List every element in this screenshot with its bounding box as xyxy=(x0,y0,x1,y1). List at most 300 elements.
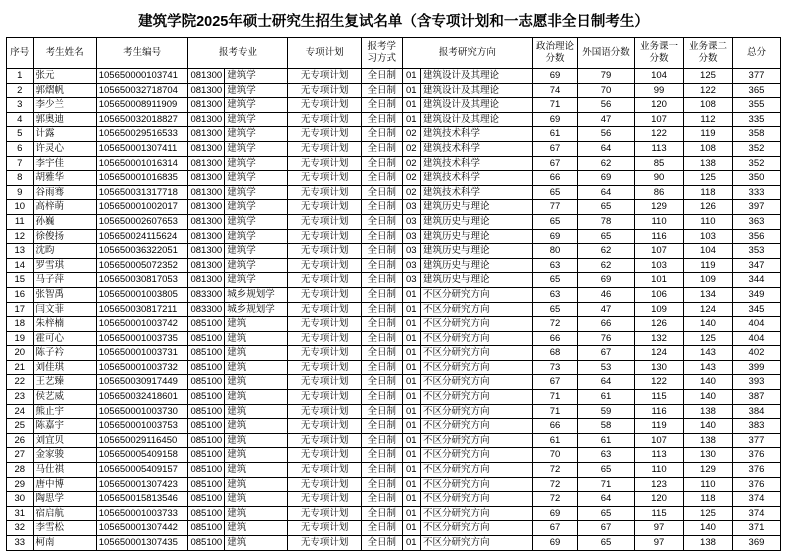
table-row xyxy=(7,433,781,448)
cell-major-name: 建筑 xyxy=(225,419,288,434)
cell-total-score: 402 xyxy=(732,346,780,361)
cell-subject2-score: 134 xyxy=(684,287,733,302)
cell-special-plan: 无专项计划 xyxy=(288,69,361,84)
cell-direction-name: 建筑设计及其理论 xyxy=(420,83,532,98)
cell-direction-code: 01 xyxy=(402,506,420,521)
table-row xyxy=(7,390,781,405)
page-title: 建筑学院2025年硕士研究生招生复试名单（含专项计划和一志愿非全日制考生） xyxy=(138,14,649,30)
cell-major-code: 085100 xyxy=(188,375,225,390)
cell-index: 25 xyxy=(7,419,34,434)
cell-candidate-id: 105650000103741 xyxy=(96,69,188,84)
cell-index: 11 xyxy=(7,214,34,229)
cell-direction-name: 不区分研究方向 xyxy=(420,463,532,478)
cell-major-name: 建筑 xyxy=(225,463,288,478)
cell-study-mode: 全日制 xyxy=(361,477,402,492)
cell-candidate-id: 105650031317718 xyxy=(96,185,188,200)
column-header-total-score: 总分 xyxy=(732,38,780,69)
cell-subject1-score: 130 xyxy=(635,360,684,375)
cell-direction-name: 不区分研究方向 xyxy=(420,492,532,507)
cell-foreign-language-score: 66 xyxy=(577,317,634,332)
cell-subject2-score: 118 xyxy=(684,185,733,200)
cell-study-mode: 全日制 xyxy=(361,433,402,448)
cell-special-plan: 无专项计划 xyxy=(288,506,361,521)
cell-politics-score: 72 xyxy=(533,317,578,332)
cell-major-code: 085100 xyxy=(188,404,225,419)
table-row xyxy=(7,506,781,521)
cell-special-plan: 无专项计划 xyxy=(288,390,361,405)
cell-politics-score: 63 xyxy=(533,287,578,302)
cell-study-mode: 全日制 xyxy=(361,448,402,463)
cell-major-code: 085100 xyxy=(188,506,225,521)
cell-candidate-id: 105650005409158 xyxy=(96,448,188,463)
table-row xyxy=(7,214,781,229)
cell-politics-score: 74 xyxy=(533,83,578,98)
cell-total-score: 387 xyxy=(732,390,780,405)
cell-total-score: 374 xyxy=(732,506,780,521)
cell-politics-score: 71 xyxy=(533,404,578,419)
cell-direction-name: 不区分研究方向 xyxy=(420,477,532,492)
cell-foreign-language-score: 65 xyxy=(577,536,634,551)
cell-study-mode: 全日制 xyxy=(361,331,402,346)
cell-subject2-score: 143 xyxy=(684,346,733,361)
cell-politics-score: 72 xyxy=(533,492,578,507)
cell-index: 7 xyxy=(7,156,34,171)
cell-subject1-score: 103 xyxy=(635,258,684,273)
cell-subject2-score: 122 xyxy=(684,83,733,98)
cell-special-plan: 无专项计划 xyxy=(288,244,361,259)
cell-politics-score: 63 xyxy=(533,258,578,273)
cell-subject1-score: 107 xyxy=(635,244,684,259)
table-row xyxy=(7,419,781,434)
cell-special-plan: 无专项计划 xyxy=(288,258,361,273)
cell-politics-score: 73 xyxy=(533,360,578,375)
cell-direction-code: 03 xyxy=(402,200,420,215)
cell-politics-score: 77 xyxy=(533,200,578,215)
cell-candidate-id: 105650001307435 xyxy=(96,536,188,551)
cell-study-mode: 全日制 xyxy=(361,375,402,390)
cell-direction-code: 01 xyxy=(402,492,420,507)
cell-foreign-language-score: 70 xyxy=(577,83,634,98)
cell-major-code: 085100 xyxy=(188,317,225,332)
cell-direction-code: 01 xyxy=(402,448,420,463)
cell-name: 霍可心 xyxy=(33,331,96,346)
cell-subject1-score: 106 xyxy=(635,287,684,302)
cell-politics-score: 65 xyxy=(533,273,578,288)
cell-major-name: 建筑学 xyxy=(225,244,288,259)
cell-candidate-id: 105650001003805 xyxy=(96,287,188,302)
table-row xyxy=(7,141,781,156)
cell-direction-name: 建筑历史与理论 xyxy=(420,200,532,215)
cell-index: 18 xyxy=(7,317,34,332)
cell-foreign-language-score: 53 xyxy=(577,360,634,375)
cell-major-name: 建筑 xyxy=(225,331,288,346)
cell-candidate-id: 105650032418601 xyxy=(96,390,188,405)
cell-study-mode: 全日制 xyxy=(361,287,402,302)
cell-total-score: 384 xyxy=(732,404,780,419)
cell-subject1-score: 113 xyxy=(635,141,684,156)
cell-subject2-score: 140 xyxy=(684,375,733,390)
cell-candidate-id: 105650015813546 xyxy=(96,492,188,507)
cell-candidate-id: 105650001016835 xyxy=(96,171,188,186)
cell-total-score: 333 xyxy=(732,185,780,200)
cell-direction-code: 03 xyxy=(402,273,420,288)
cell-foreign-language-score: 58 xyxy=(577,419,634,434)
cell-candidate-id: 105650001307411 xyxy=(96,141,188,156)
cell-direction-name: 建筑技术科学 xyxy=(420,156,532,171)
cell-subject1-score: 110 xyxy=(635,463,684,478)
cell-special-plan: 无专项计划 xyxy=(288,375,361,390)
cell-direction-code: 02 xyxy=(402,141,420,156)
cell-major-name: 建筑学 xyxy=(225,258,288,273)
cell-major-name: 建筑 xyxy=(225,477,288,492)
cell-study-mode: 全日制 xyxy=(361,112,402,127)
cell-subject2-score: 118 xyxy=(684,492,733,507)
cell-major-code: 081300 xyxy=(188,258,225,273)
cell-special-plan: 无专项计划 xyxy=(288,317,361,332)
column-header-candidate-id: 考生编号 xyxy=(96,38,188,69)
cell-index: 22 xyxy=(7,375,34,390)
cell-foreign-language-score: 47 xyxy=(577,112,634,127)
cell-candidate-id: 105650032718704 xyxy=(96,83,188,98)
column-header-politics-score: 政治理论分数 xyxy=(533,38,578,69)
cell-major-code: 085100 xyxy=(188,521,225,536)
cell-candidate-id: 105650001003732 xyxy=(96,360,188,375)
cell-candidate-id: 105650029516533 xyxy=(96,127,188,142)
cell-candidate-id: 105650001016314 xyxy=(96,156,188,171)
column-header-subject1-score: 业务课一分数 xyxy=(635,38,684,69)
cell-study-mode: 全日制 xyxy=(361,83,402,98)
cell-direction-name: 建筑设计及其理论 xyxy=(420,98,532,113)
cell-study-mode: 全日制 xyxy=(361,214,402,229)
cell-study-mode: 全日制 xyxy=(361,127,402,142)
cell-subject1-score: 115 xyxy=(635,506,684,521)
cell-subject1-score: 126 xyxy=(635,317,684,332)
cell-candidate-id: 105650001307442 xyxy=(96,521,188,536)
cell-politics-score: 70 xyxy=(533,448,578,463)
cell-study-mode: 全日制 xyxy=(361,346,402,361)
cell-study-mode: 全日制 xyxy=(361,302,402,317)
cell-foreign-language-score: 69 xyxy=(577,171,634,186)
cell-major-code: 085100 xyxy=(188,492,225,507)
cell-subject2-score: 138 xyxy=(684,433,733,448)
cell-politics-score: 71 xyxy=(533,390,578,405)
cell-major-code: 081300 xyxy=(188,229,225,244)
cell-study-mode: 全日制 xyxy=(361,171,402,186)
cell-special-plan: 无专项计划 xyxy=(288,536,361,551)
table-row xyxy=(7,98,781,113)
cell-direction-name: 建筑历史与理论 xyxy=(420,229,532,244)
cell-politics-score: 67 xyxy=(533,375,578,390)
cell-total-score: 404 xyxy=(732,317,780,332)
cell-special-plan: 无专项计划 xyxy=(288,521,361,536)
cell-name: 李少兰 xyxy=(33,98,96,113)
cell-politics-score: 69 xyxy=(533,536,578,551)
cell-subject2-score: 119 xyxy=(684,127,733,142)
cell-candidate-id: 105650005409157 xyxy=(96,463,188,478)
cell-foreign-language-score: 56 xyxy=(577,98,634,113)
cell-subject2-score: 130 xyxy=(684,448,733,463)
cell-foreign-language-score: 62 xyxy=(577,258,634,273)
cell-foreign-language-score: 65 xyxy=(577,200,634,215)
cell-direction-name: 建筑设计及其理论 xyxy=(420,69,532,84)
cell-special-plan: 无专项计划 xyxy=(288,287,361,302)
cell-direction-name: 建筑历史与理论 xyxy=(420,244,532,259)
cell-major-name: 建筑学 xyxy=(225,156,288,171)
cell-name: 马仕祺 xyxy=(33,463,96,478)
cell-study-mode: 全日制 xyxy=(361,536,402,551)
cell-direction-name: 建筑历史与理论 xyxy=(420,214,532,229)
cell-special-plan: 无专项计划 xyxy=(288,98,361,113)
table-row xyxy=(7,171,781,186)
cell-subject2-score: 126 xyxy=(684,200,733,215)
cell-direction-name: 建筑技术科学 xyxy=(420,171,532,186)
cell-direction-name: 建筑技术科学 xyxy=(420,127,532,142)
cell-major-code: 081300 xyxy=(188,83,225,98)
cell-major-name: 建筑学 xyxy=(225,141,288,156)
cell-major-code: 081300 xyxy=(188,141,225,156)
cell-candidate-id: 105650001003730 xyxy=(96,404,188,419)
cell-direction-code: 03 xyxy=(402,214,420,229)
cell-foreign-language-score: 65 xyxy=(577,463,634,478)
cell-direction-code: 01 xyxy=(402,536,420,551)
cell-study-mode: 全日制 xyxy=(361,317,402,332)
cell-subject1-score: 86 xyxy=(635,185,684,200)
cell-major-name: 建筑 xyxy=(225,346,288,361)
cell-foreign-language-score: 62 xyxy=(577,156,634,171)
cell-direction-name: 不区分研究方向 xyxy=(420,360,532,375)
cell-index: 33 xyxy=(7,536,34,551)
cell-name: 张元 xyxy=(33,69,96,84)
table-row xyxy=(7,375,781,390)
cell-direction-code: 01 xyxy=(402,83,420,98)
cell-study-mode: 全日制 xyxy=(361,98,402,113)
cell-index: 13 xyxy=(7,244,34,259)
cell-special-plan: 无专项计划 xyxy=(288,185,361,200)
cell-subject1-score: 90 xyxy=(635,171,684,186)
cell-study-mode: 全日制 xyxy=(361,521,402,536)
cell-subject2-score: 125 xyxy=(684,506,733,521)
cell-total-score: 371 xyxy=(732,521,780,536)
cell-foreign-language-score: 69 xyxy=(577,273,634,288)
cell-major-code: 081300 xyxy=(188,112,225,127)
column-header-subject2-score: 业务课二分数 xyxy=(684,38,733,69)
cell-direction-code: 01 xyxy=(402,69,420,84)
cell-name: 王艺臻 xyxy=(33,375,96,390)
cell-major-code: 085100 xyxy=(188,419,225,434)
cell-politics-score: 61 xyxy=(533,433,578,448)
cell-subject2-score: 119 xyxy=(684,258,733,273)
cell-name: 唐中博 xyxy=(33,477,96,492)
cell-subject1-score: 97 xyxy=(635,536,684,551)
cell-major-name: 建筑学 xyxy=(225,171,288,186)
cell-candidate-id: 105650030917449 xyxy=(96,375,188,390)
cell-total-score: 347 xyxy=(732,258,780,273)
table-row xyxy=(7,331,781,346)
cell-foreign-language-score: 47 xyxy=(577,302,634,317)
cell-direction-code: 01 xyxy=(402,287,420,302)
cell-subject1-score: 110 xyxy=(635,214,684,229)
cell-special-plan: 无专项计划 xyxy=(288,492,361,507)
cell-direction-code: 02 xyxy=(402,127,420,142)
cell-direction-code: 01 xyxy=(402,98,420,113)
cell-subject1-score: 124 xyxy=(635,346,684,361)
cell-candidate-id: 105650029116450 xyxy=(96,433,188,448)
cell-subject1-score: 122 xyxy=(635,375,684,390)
cell-study-mode: 全日制 xyxy=(361,69,402,84)
cell-direction-name: 不区分研究方向 xyxy=(420,346,532,361)
cell-politics-score: 65 xyxy=(533,214,578,229)
cell-index: 24 xyxy=(7,404,34,419)
table-row xyxy=(7,229,781,244)
cell-candidate-id: 105650036322051 xyxy=(96,244,188,259)
cell-foreign-language-score: 56 xyxy=(577,127,634,142)
cell-subject1-score: 109 xyxy=(635,302,684,317)
cell-name: 沈昀 xyxy=(33,244,96,259)
cell-politics-score: 69 xyxy=(533,229,578,244)
cell-subject1-score: 120 xyxy=(635,492,684,507)
cell-subject1-score: 122 xyxy=(635,127,684,142)
cell-study-mode: 全日制 xyxy=(361,492,402,507)
cell-major-code: 081300 xyxy=(188,200,225,215)
cell-politics-score: 72 xyxy=(533,463,578,478)
cell-subject2-score: 129 xyxy=(684,463,733,478)
cell-subject2-score: 112 xyxy=(684,112,733,127)
cell-name: 徐俊扬 xyxy=(33,229,96,244)
cell-total-score: 350 xyxy=(732,171,780,186)
cell-name: 熊止宇 xyxy=(33,404,96,419)
cell-special-plan: 无专项计划 xyxy=(288,448,361,463)
cell-politics-score: 65 xyxy=(533,185,578,200)
cell-special-plan: 无专项计划 xyxy=(288,156,361,171)
cell-direction-code: 01 xyxy=(402,404,420,419)
cell-direction-name: 建筑技术科学 xyxy=(420,185,532,200)
cell-direction-name: 不区分研究方向 xyxy=(420,287,532,302)
cell-total-score: 352 xyxy=(732,141,780,156)
cell-subject1-score: 104 xyxy=(635,69,684,84)
cell-major-code: 081300 xyxy=(188,98,225,113)
cell-study-mode: 全日制 xyxy=(361,200,402,215)
cell-major-name: 城乡规划学 xyxy=(225,302,288,317)
cell-direction-code: 03 xyxy=(402,229,420,244)
cell-index: 16 xyxy=(7,287,34,302)
cell-major-code: 081300 xyxy=(188,127,225,142)
cell-direction-code: 01 xyxy=(402,521,420,536)
cell-total-score: 353 xyxy=(732,244,780,259)
cell-subject2-score: 110 xyxy=(684,214,733,229)
cell-special-plan: 无专项计划 xyxy=(288,229,361,244)
cell-index: 5 xyxy=(7,127,34,142)
cell-name: 陶思学 xyxy=(33,492,96,507)
table-row xyxy=(7,492,781,507)
cell-index: 3 xyxy=(7,98,34,113)
cell-study-mode: 全日制 xyxy=(361,258,402,273)
cell-study-mode: 全日制 xyxy=(361,156,402,171)
table-header-row xyxy=(7,38,781,69)
cell-foreign-language-score: 71 xyxy=(577,477,634,492)
cell-candidate-id: 105650030817053 xyxy=(96,273,188,288)
cell-major-name: 建筑 xyxy=(225,404,288,419)
cell-index: 20 xyxy=(7,346,34,361)
cell-candidate-id: 105650005072352 xyxy=(96,258,188,273)
cell-subject2-score: 108 xyxy=(684,141,733,156)
cell-name: 李雪松 xyxy=(33,521,96,536)
admissions-roster-table xyxy=(6,37,781,551)
cell-total-score: 365 xyxy=(732,83,780,98)
table-row xyxy=(7,536,781,551)
cell-index: 29 xyxy=(7,477,34,492)
cell-name: 高梓萌 xyxy=(33,200,96,215)
cell-index: 19 xyxy=(7,331,34,346)
cell-foreign-language-score: 63 xyxy=(577,448,634,463)
cell-total-score: 344 xyxy=(732,273,780,288)
cell-candidate-id: 105650030817211 xyxy=(96,302,188,317)
cell-politics-score: 67 xyxy=(533,156,578,171)
cell-index: 27 xyxy=(7,448,34,463)
cell-foreign-language-score: 59 xyxy=(577,404,634,419)
cell-direction-code: 01 xyxy=(402,112,420,127)
cell-special-plan: 无专项计划 xyxy=(288,141,361,156)
cell-direction-name: 建筑设计及其理论 xyxy=(420,112,532,127)
cell-major-name: 建筑学 xyxy=(225,112,288,127)
cell-total-score: 376 xyxy=(732,448,780,463)
cell-total-score: 404 xyxy=(732,331,780,346)
cell-major-code: 081300 xyxy=(188,156,225,171)
table-row xyxy=(7,83,781,98)
cell-study-mode: 全日制 xyxy=(361,419,402,434)
cell-major-name: 建筑 xyxy=(225,506,288,521)
cell-direction-name: 建筑历史与理论 xyxy=(420,258,532,273)
cell-candidate-id: 105650001003731 xyxy=(96,346,188,361)
cell-name: 罗雪琪 xyxy=(33,258,96,273)
table-row xyxy=(7,346,781,361)
cell-candidate-id: 105650032018827 xyxy=(96,112,188,127)
cell-direction-name: 建筑历史与理论 xyxy=(420,273,532,288)
cell-study-mode: 全日制 xyxy=(361,273,402,288)
cell-name: 陈嘉宇 xyxy=(33,419,96,434)
cell-subject1-score: 107 xyxy=(635,112,684,127)
cell-special-plan: 无专项计划 xyxy=(288,127,361,142)
cell-subject2-score: 140 xyxy=(684,419,733,434)
cell-candidate-id: 105650001003742 xyxy=(96,317,188,332)
cell-major-name: 建筑 xyxy=(225,448,288,463)
cell-total-score: 352 xyxy=(732,156,780,171)
cell-direction-code: 01 xyxy=(402,317,420,332)
cell-total-score: 374 xyxy=(732,492,780,507)
cell-major-name: 建筑学 xyxy=(225,229,288,244)
cell-major-name: 建筑 xyxy=(225,390,288,405)
cell-name: 计露 xyxy=(33,127,96,142)
cell-major-code: 081300 xyxy=(188,214,225,229)
cell-index: 6 xyxy=(7,141,34,156)
cell-direction-code: 03 xyxy=(402,258,420,273)
cell-total-score: 393 xyxy=(732,375,780,390)
cell-name: 谷雨骞 xyxy=(33,185,96,200)
cell-index: 15 xyxy=(7,273,34,288)
cell-foreign-language-score: 61 xyxy=(577,433,634,448)
table-row xyxy=(7,127,781,142)
column-header-index: 序号 xyxy=(7,38,34,69)
cell-major-code: 081300 xyxy=(188,185,225,200)
cell-foreign-language-score: 76 xyxy=(577,331,634,346)
cell-subject1-score: 99 xyxy=(635,83,684,98)
cell-foreign-language-score: 61 xyxy=(577,390,634,405)
cell-total-score: 399 xyxy=(732,360,780,375)
cell-special-plan: 无专项计划 xyxy=(288,273,361,288)
table-row xyxy=(7,302,781,317)
cell-subject2-score: 140 xyxy=(684,390,733,405)
cell-politics-score: 67 xyxy=(533,141,578,156)
cell-politics-score: 66 xyxy=(533,331,578,346)
